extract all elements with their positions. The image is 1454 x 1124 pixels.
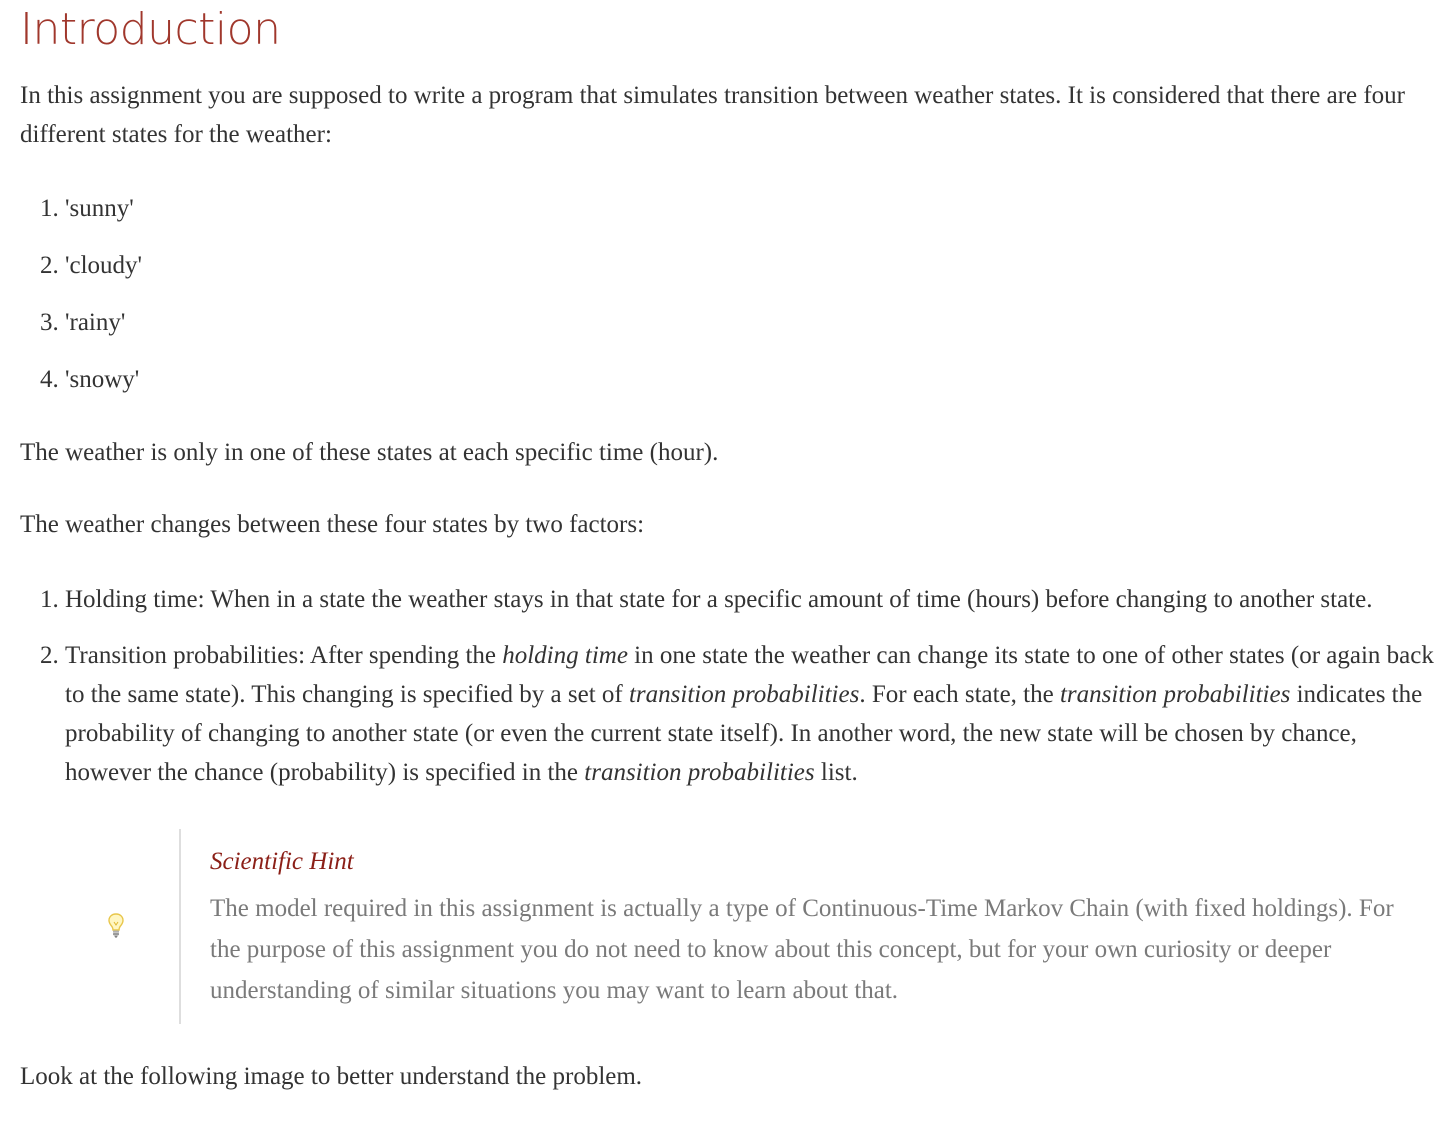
factor-text-part: indicates the probability of changing to another state (or even the current state itself). In another word, the new state will be chosen by chance, however the chance (probability) is specified in the — [65, 681, 1423, 786]
emphasis-transition-probabilities: transition probabilities — [628, 681, 860, 708]
hint-divider — [179, 829, 181, 1024]
look-paragraph: Look at the following image to better understand the problem. — [20, 1063, 643, 1090]
list-number: 1. — [40, 195, 59, 222]
factors-paragraph: The weather changes between these four states by two factors: — [20, 511, 645, 538]
list-number: 3. — [40, 309, 59, 336]
factor-text-part: in one state the weather can change its state to one of other states (or again back to the same state). This changing is specified by a set of — [65, 642, 1434, 708]
factor-text-part: Transition probabilities: After spending the — [65, 642, 503, 669]
intro-paragraph: In this assignment you are supposed to write a program that simulates transition between weather states. It is considered that there are four different states for the weather: — [20, 82, 1406, 148]
state-label: 'rainy' — [65, 309, 126, 336]
list-number: 2. — [40, 252, 59, 279]
factors-list — [20, 580, 1440, 809]
list-item-holding-time — [20, 580, 1440, 619]
lightbulb-icon — [108, 913, 124, 939]
list-number: 1. — [40, 586, 59, 613]
page-title: Introduction — [20, 4, 281, 55]
list-item-transition-probabilities — [20, 636, 1440, 792]
list-number: 2. — [40, 642, 59, 669]
state-paragraph: The weather is only in one of these states at each specific time (hour). — [20, 439, 719, 466]
hint-title: Scientific Hint — [210, 848, 354, 875]
factor-text-part: list. — [814, 759, 858, 786]
emphasis-transition-probabilities: transition probabilities — [1059, 681, 1291, 708]
factor-text-part: . For each state, the — [859, 681, 1060, 708]
factor-text: Holding time: When in a state the weather stays in that state for a specific amount of time (hours) before changing to another state. — [65, 586, 1373, 613]
emphasis-transition-probabilities: transition probabilities — [584, 759, 815, 786]
emphasis-holding-time: holding time — [502, 642, 628, 669]
state-label: 'cloudy' — [65, 252, 143, 279]
list-number: 4. — [40, 366, 59, 393]
state-label: 'snowy' — [65, 366, 140, 393]
scientific-hint-callout — [20, 829, 1440, 1024]
state-label: 'sunny' — [65, 195, 134, 222]
hint-body: The model required in this assignment is actually a type of Continuous-Time Markov Chain (with fixed holdings). For the purpose of this assignment you do not need to know about this concept, but for your own curiosity or deeper understanding of similar situations you may want to learn about that. — [210, 895, 1394, 1004]
